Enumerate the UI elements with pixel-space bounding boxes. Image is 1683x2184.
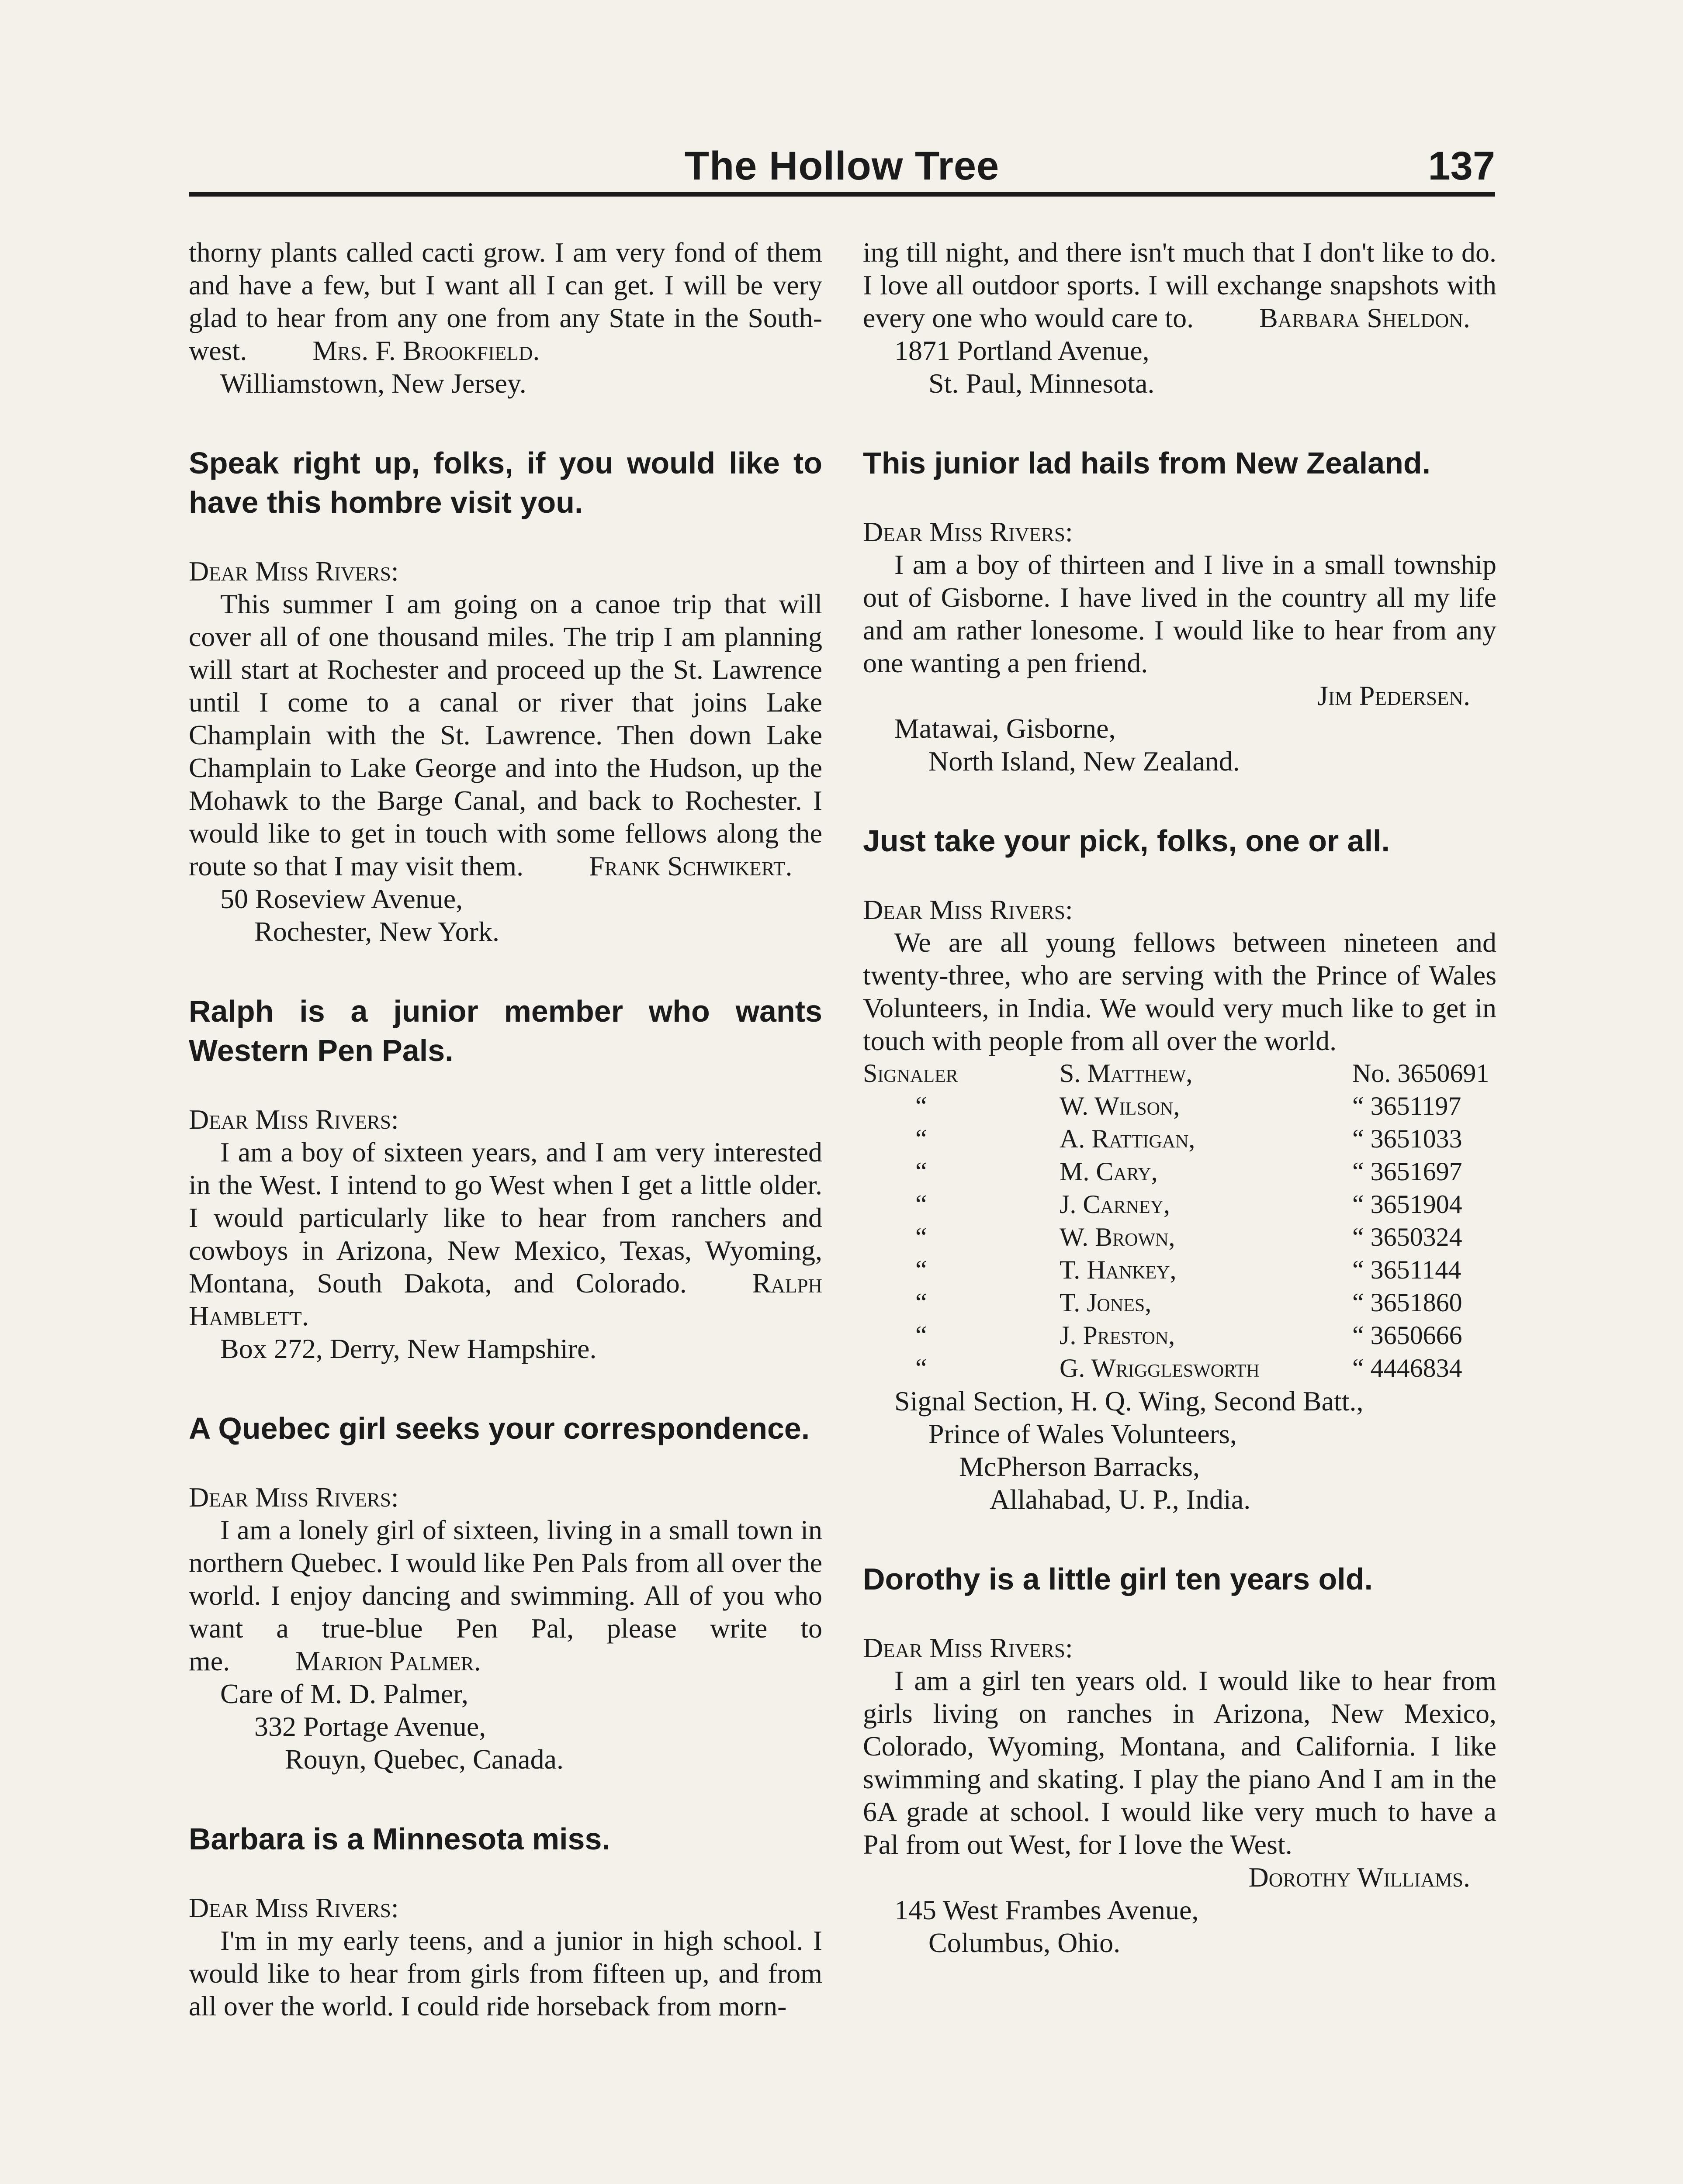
roster-row: [863, 1057, 1496, 1090]
letter-body: ing till night, and there isn't much that I don't like to do. I love all outdoor sports. I will exchange snapshots with every one who would care to.: [863, 237, 1496, 333]
right-column: [863, 236, 1496, 1959]
address-line: Signal Section, H. Q. Wing, Second Batt.,: [894, 1386, 1364, 1417]
roster-row: [863, 1188, 1496, 1221]
address-line: Rochester, New York.: [254, 916, 499, 947]
roster-rank: “: [915, 1255, 927, 1284]
address-line: Columbus, Ohio.: [928, 1927, 1121, 1958]
page-header: [189, 131, 1495, 197]
roster-row: [863, 1286, 1496, 1319]
address-line: Matawai, Gisborne,: [894, 713, 1116, 744]
letter-body: thorny plants called cacti grow. I am very fond of them and have a few, but I want all I can get. I will be very glad to hear from any one from any State in the South-west.: [189, 237, 822, 366]
address-line: McPherson Barracks,: [959, 1451, 1200, 1482]
roster-name: A. Rattigan,: [1060, 1124, 1195, 1153]
address-line: Williamstown, New Jersey.: [220, 368, 526, 399]
letter-salutation: Dear Miss Rivers:: [863, 516, 1073, 547]
letter-body: We are all young fellows between nineteen and twenty-three, who are serving with the Prince of Wales Volunteers, in India. We would very much like to get in touch with people from all over the world.: [863, 927, 1496, 1056]
address-line: Rouyn, Quebec, Canada.: [285, 1744, 564, 1775]
roster-row: [863, 1123, 1496, 1155]
header-rule: [189, 192, 1495, 197]
letter-body: This summer I am going on a canoe trip that will cover all of one thousand miles. The trip I am planning will start at Rochester and proceed up the St. Lawrence until I come to a canal or river that joins Lake Champlain with the St. Lawrence. Then down Lake Champlain to Lake George and into the Hudson, up the Mohawk to the Barge Canal, and back to Rochester. I would like to get in touch with some fellows along the route so that I may visit them.: [189, 588, 822, 881]
letter-sheldon-end: [863, 236, 1496, 400]
address-line: Box 272, Derry, New Hampshire.: [220, 1333, 597, 1364]
roster-name: T. Jones,: [1060, 1288, 1152, 1317]
address-line: Care of M. D. Palmer,: [220, 1678, 468, 1709]
letter-salutation: Dear Miss Rivers:: [863, 894, 1073, 925]
roster-rank: Signaler: [863, 1059, 958, 1088]
address-line: 50 Roseview Avenue,: [220, 883, 463, 914]
letter-pedersen: [863, 515, 1496, 778]
address-line: 1871 Portland Avenue,: [894, 335, 1150, 366]
address-line: 145 West Frambes Avenue,: [894, 1894, 1199, 1925]
letter-signature: Dorothy Williams.: [1248, 1862, 1470, 1893]
roster-number: “ 3651860: [1352, 1288, 1462, 1317]
roster-name: M. Cary,: [1060, 1157, 1158, 1186]
letter-headline: A Quebec girl seeks your correspondence.: [189, 1411, 810, 1445]
letter-body: I am a boy of thirteen and I live in a small township out of Gisborne. I have lived in the country all my life and am rather lonesome. I would like to hear from any one wanting a pen friend.: [863, 549, 1496, 678]
roster-name: W. Wilson,: [1060, 1092, 1180, 1120]
roster-rank: “: [915, 1223, 927, 1251]
roster-row: [863, 1155, 1496, 1188]
roster-rank: “: [915, 1092, 927, 1120]
letter-body: I am a lonely girl of sixteen, living in a small town in northern Quebec. I would like Pen Pals from all over the world. I enjoy dancing and swimming. All of you who want a true-blue Pen Pal, please write to me.: [189, 1514, 822, 1676]
roster-rank: “: [915, 1321, 927, 1350]
letter-body: I am a boy of sixteen years, and I am very interested in the West. I intend to go West when I get a little older. I would particularly like to hear from ranchers and cowboys in Arizona, New Mexico, Texas, Wyoming, Montana, South Dakota, and Colorado.: [189, 1137, 822, 1299]
roster-row: [863, 1090, 1496, 1123]
roster-number: “ 3651904: [1352, 1190, 1462, 1219]
roster-name: G. Wrigglesworth: [1060, 1354, 1260, 1382]
letter-schwikert: [189, 555, 822, 948]
letter-palmer: [189, 1481, 822, 1776]
roster-number: “ 3650324: [1352, 1223, 1462, 1251]
letter-headline: Speak right up, folks, if you would like to have this hombre visit you.: [189, 446, 822, 519]
letter-headline: Barbara is a Minnesota miss.: [189, 1822, 610, 1856]
letter-signature: Mrs. F. Brookfield.: [312, 335, 540, 366]
page-title: The Hollow Tree: [684, 144, 1000, 188]
address-line: St. Paul, Minnesota.: [928, 368, 1155, 399]
letter-signature: Marion Palmer.: [295, 1645, 481, 1676]
roster-number: “ 4446834: [1352, 1354, 1462, 1382]
letter-salutation: Dear Miss Rivers:: [189, 1482, 399, 1513]
roster-name: J. Preston,: [1060, 1321, 1175, 1350]
roster-number: “ 3651697: [1352, 1157, 1462, 1186]
letter-volunteers: [863, 893, 1496, 1516]
letter-headline: This junior lad hails from New Zealand.: [863, 446, 1431, 480]
roster-number: “ 3650666: [1352, 1321, 1462, 1350]
roster-rank: “: [915, 1354, 927, 1382]
address-line: Allahabad, U. P., India.: [990, 1484, 1251, 1515]
letter-headline: Ralph is a junior member who wants Western Pen Pals.: [189, 994, 822, 1068]
letter-signature: Jim Pedersen.: [1317, 680, 1470, 711]
roster-number: “ 3651144: [1352, 1255, 1461, 1284]
letter-body: I'm in my early teens, and a junior in high school. I would like to hear from girls from fifteen up, and from all over the world. I could ride horseback from morn-: [189, 1925, 822, 2022]
letter-salutation: Dear Miss Rivers:: [863, 1632, 1073, 1663]
page-number: 137: [1428, 144, 1495, 188]
address-line: North Island, New Zealand.: [928, 746, 1240, 777]
letter-salutation: Dear Miss Rivers:: [189, 556, 399, 587]
roster-rank: “: [915, 1288, 927, 1317]
roster-row: [863, 1319, 1496, 1352]
letter-signature: Barbara Sheldon.: [1259, 302, 1470, 333]
roster-rank: “: [915, 1157, 927, 1186]
roster-name: T. Hankey,: [1060, 1255, 1177, 1284]
letter-body: I am a girl ten years old. I would like to hear from girls living on ranches in Arizona, New Mexico, Colorado, Wyoming, Montana, and California. I like swimming and skating. I play the piano And I am in the 6A grade at school. I would like very much to have a Pal from out West, for I love the West.: [863, 1665, 1496, 1860]
letter-sheldon-start: [189, 1891, 822, 2022]
roster-number: “ 3651033: [1352, 1124, 1462, 1153]
roster-row: [863, 1254, 1496, 1286]
letter-brookfield: [189, 236, 822, 400]
address-line: Prince of Wales Volunteers,: [928, 1418, 1237, 1449]
roster-rank: “: [915, 1190, 927, 1219]
roster-name: W. Brown,: [1060, 1223, 1175, 1251]
letter-signature: Ralph Hamblett.: [189, 1268, 822, 1331]
roster-row: [863, 1221, 1496, 1254]
address-line: 332 Portage Avenue,: [254, 1711, 486, 1742]
roster-number: No. 3650691: [1352, 1059, 1489, 1088]
roster-table: [863, 1057, 1496, 1385]
letter-signature: Frank Schwikert.: [589, 850, 793, 881]
left-column: [189, 236, 822, 2022]
roster-number: “ 3651197: [1352, 1092, 1461, 1120]
letter-headline: Dorothy is a little girl ten years old.: [863, 1562, 1373, 1596]
letter-williams: [863, 1631, 1496, 1959]
roster-name: J. Carney,: [1060, 1190, 1170, 1219]
roster-rank: “: [915, 1124, 927, 1153]
roster-row: [863, 1352, 1496, 1385]
roster-name: S. Matthew,: [1060, 1059, 1193, 1088]
letter-salutation: Dear Miss Rivers:: [189, 1104, 399, 1135]
letter-salutation: Dear Miss Rivers:: [189, 1892, 399, 1923]
letter-hamblett: [189, 1103, 822, 1365]
letter-headline: Just take your pick, folks, one or all.: [863, 824, 1390, 858]
